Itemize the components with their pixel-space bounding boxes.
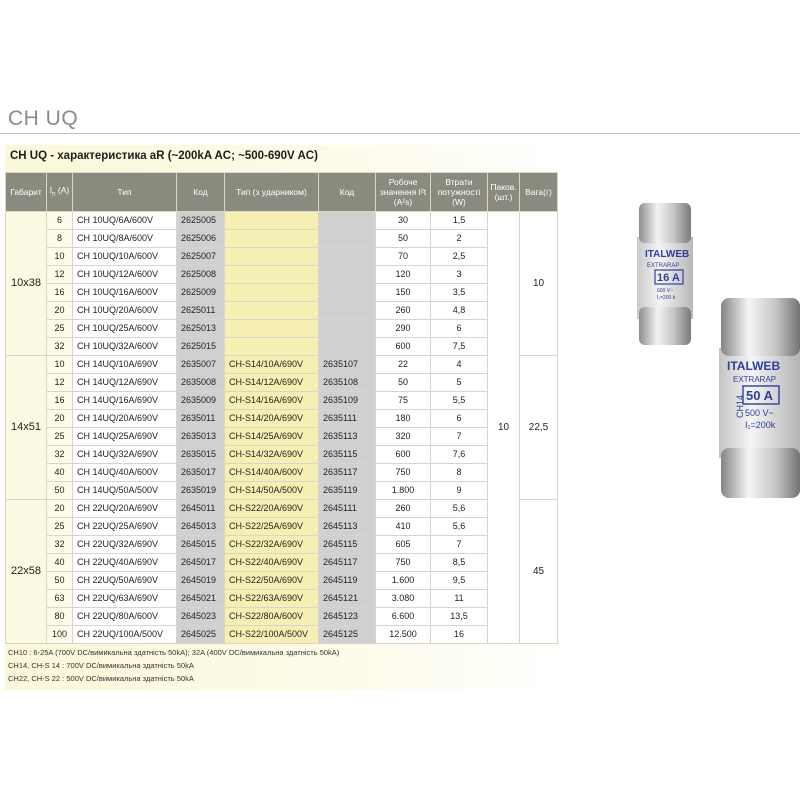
code-cell: 2635008 xyxy=(177,374,225,392)
current-cell: 100 xyxy=(47,626,73,644)
code-cell: 2635013 xyxy=(177,428,225,446)
type-cell: CH 10UQ/8A/600V xyxy=(73,230,177,248)
code-cell: 2625011 xyxy=(177,302,225,320)
i2t-cell: 22 xyxy=(376,356,431,374)
code-cell: 2645019 xyxy=(177,572,225,590)
loss-cell: 9,5 xyxy=(431,572,488,590)
i2t-cell: 1.800 xyxy=(376,482,431,500)
current-cell: 40 xyxy=(47,464,73,482)
code-cell: 2635019 xyxy=(177,482,225,500)
code-cell: 2635009 xyxy=(177,392,225,410)
code-striker-cell: 2635117 xyxy=(319,464,376,482)
type-cell: CH 10UQ/32A/600V xyxy=(73,338,177,356)
type-cell: CH 22UQ/80A/600V xyxy=(73,608,177,626)
loss-cell: 8,5 xyxy=(431,554,488,572)
type-cell: CH 14UQ/40A/600V xyxy=(73,464,177,482)
current-cell: 32 xyxy=(47,446,73,464)
i2t-cell: 75 xyxy=(376,392,431,410)
size-cell: 14x51 xyxy=(6,356,47,500)
current-cell: 20 xyxy=(47,500,73,518)
table-row xyxy=(6,212,558,230)
i2t-cell: 3.080 xyxy=(376,590,431,608)
type-striker-cell: CH-S22/100A/500V xyxy=(225,626,319,644)
weight-cell: 45 xyxy=(520,500,558,644)
code-cell: 2625013 xyxy=(177,320,225,338)
type-striker-cell: CH-S14/50A/500V xyxy=(225,482,319,500)
code-striker-cell xyxy=(319,302,376,320)
pack-cell: 10 xyxy=(488,212,520,644)
i2t-cell: 120 xyxy=(376,266,431,284)
loss-cell: 11 xyxy=(431,590,488,608)
code-striker-cell xyxy=(319,212,376,230)
code-striker-cell: 2645123 xyxy=(319,608,376,626)
loss-cell: 9 xyxy=(431,482,488,500)
current-cell: 25 xyxy=(47,518,73,536)
current-cell: 6 xyxy=(47,212,73,230)
type-cell: CH 22UQ/50A/690V xyxy=(73,572,177,590)
i2t-cell: 750 xyxy=(376,554,431,572)
code-cell: 2645023 xyxy=(177,608,225,626)
i2t-cell: 410 xyxy=(376,518,431,536)
type-cell: CH 22UQ/25A/690V xyxy=(73,518,177,536)
i2t-cell: 50 xyxy=(376,230,431,248)
code-striker-cell xyxy=(319,284,376,302)
code-cell: 2645011 xyxy=(177,500,225,518)
type-cell: CH 22UQ/20A/690V xyxy=(73,500,177,518)
loss-cell: 4 xyxy=(431,356,488,374)
i2t-cell: 50 xyxy=(376,374,431,392)
loss-cell: 13,5 xyxy=(431,608,488,626)
type-cell: CH 22UQ/100A/500V xyxy=(73,626,177,644)
code-cell: 2635015 xyxy=(177,446,225,464)
i2t-cell: 150 xyxy=(376,284,431,302)
code-cell: 2645021 xyxy=(177,590,225,608)
current-cell: 32 xyxy=(47,338,73,356)
i2t-cell: 260 xyxy=(376,302,431,320)
code-striker-cell xyxy=(319,338,376,356)
table-row xyxy=(6,266,558,284)
code-cell: 2625006 xyxy=(177,230,225,248)
table-notes xyxy=(8,646,339,685)
i2t-cell: 6.600 xyxy=(376,608,431,626)
col-code-striker: Код xyxy=(319,173,376,212)
fuse-large-brand: ITALWEB xyxy=(727,359,781,373)
code-striker-cell: 2645125 xyxy=(319,626,376,644)
i2t-cell: 30 xyxy=(376,212,431,230)
table-row xyxy=(6,572,558,590)
fuse-large-rating: 50 A xyxy=(746,388,773,403)
code-striker-cell xyxy=(319,230,376,248)
loss-cell: 2 xyxy=(431,230,488,248)
type-striker-cell: CH-S14/16A/690V xyxy=(225,392,319,410)
current-cell: 80 xyxy=(47,608,73,626)
code-striker-cell xyxy=(319,248,376,266)
code-striker-cell xyxy=(319,266,376,284)
weight-cell: 10 xyxy=(520,212,558,356)
i2t-cell: 12.500 xyxy=(376,626,431,644)
current-cell: 12 xyxy=(47,374,73,392)
note-line: CH10 : 6-25A (700V DC/вимикальна здатність 50kA); 32A (400V DC/вимикальна здатність 50kA) xyxy=(8,648,340,657)
fuse-small-volt: 600 V~ xyxy=(657,288,673,294)
loss-cell: 5 xyxy=(431,374,488,392)
type-cell: CH 10UQ/16A/600V xyxy=(73,284,177,302)
type-cell: CH 10UQ/6A/600V xyxy=(73,212,177,230)
type-striker-cell: CH-S14/25A/690V xyxy=(225,428,319,446)
fuse-small-rating: 16 A xyxy=(657,272,680,284)
type-striker-cell: CH-S22/50A/690V xyxy=(225,572,319,590)
size-cell: 10x38 xyxy=(6,212,47,356)
fuse-small-brand: ITALWEB xyxy=(645,249,690,260)
current-cell: 16 xyxy=(47,284,73,302)
type-striker-cell: CH-S14/20A/690V xyxy=(225,410,319,428)
code-striker-cell: 2645121 xyxy=(319,590,376,608)
col-i2t: Робоче значення I²t (A²s) xyxy=(376,173,431,212)
i2t-cell: 260 xyxy=(376,500,431,518)
type-striker-cell xyxy=(225,248,319,266)
fuse-small-sub: EXTRARAP xyxy=(647,263,680,269)
table-row xyxy=(6,428,558,446)
type-striker-cell: CH-S14/40A/600V xyxy=(225,464,319,482)
code-striker-cell: 2635115 xyxy=(319,446,376,464)
type-striker-cell xyxy=(225,230,319,248)
table-row xyxy=(6,536,558,554)
code-cell: 2625009 xyxy=(177,284,225,302)
i2t-cell: 180 xyxy=(376,410,431,428)
table-header-row xyxy=(6,173,558,212)
table-row xyxy=(6,320,558,338)
table-row xyxy=(6,248,558,266)
code-striker-cell: 2645117 xyxy=(319,554,376,572)
table-row xyxy=(6,608,558,626)
loss-cell: 2,5 xyxy=(431,248,488,266)
loss-cell: 5,6 xyxy=(431,500,488,518)
code-cell: 2645017 xyxy=(177,554,225,572)
table-row xyxy=(6,500,558,518)
loss-cell: 7 xyxy=(431,536,488,554)
type-cell: CH 14UQ/20A/690V xyxy=(73,410,177,428)
code-cell: 2625008 xyxy=(177,266,225,284)
loss-cell: 6 xyxy=(431,410,488,428)
type-cell: CH 22UQ/40A/690V xyxy=(73,554,177,572)
type-cell: CH 10UQ/20A/600V xyxy=(73,302,177,320)
col-pack: Паков. (шт.) xyxy=(488,173,520,212)
table-row xyxy=(6,392,558,410)
loss-cell: 1,5 xyxy=(431,212,488,230)
type-cell: CH 14UQ/50A/500V xyxy=(73,482,177,500)
page-title: CH UQ xyxy=(8,107,79,130)
code-cell: 2625005 xyxy=(177,212,225,230)
code-striker-cell: 2635108 xyxy=(319,374,376,392)
type-striker-cell xyxy=(225,320,319,338)
table-row xyxy=(6,554,558,572)
fuse-large-series: CH14 xyxy=(735,394,745,418)
current-cell: 40 xyxy=(47,554,73,572)
loss-cell: 4,8 xyxy=(431,302,488,320)
fuse-large-image xyxy=(705,290,800,505)
type-striker-cell: CH-S22/32A/690V xyxy=(225,536,319,554)
type-cell: CH 14UQ/12A/690V xyxy=(73,374,177,392)
type-striker-cell xyxy=(225,284,319,302)
type-striker-cell: CH-S14/32A/690V xyxy=(225,446,319,464)
col-type: Тип xyxy=(73,173,177,212)
type-cell: CH 22UQ/32A/690V xyxy=(73,536,177,554)
loss-cell: 5,5 xyxy=(431,392,488,410)
current-cell: 25 xyxy=(47,428,73,446)
code-cell: 2625015 xyxy=(177,338,225,356)
table-row xyxy=(6,230,558,248)
fuse-large-sub: EXTRARAP xyxy=(733,375,777,384)
code-cell: 2645013 xyxy=(177,518,225,536)
fuse-large-break: I₁=200k xyxy=(745,420,776,430)
table-heading: CH UQ - характеристика aR (~200kA AC; ~500-690V AC) xyxy=(10,150,318,162)
code-striker-cell: 2645111 xyxy=(319,500,376,518)
table-row xyxy=(6,518,558,536)
type-cell: CH 14UQ/32A/690V xyxy=(73,446,177,464)
loss-cell: 6 xyxy=(431,320,488,338)
code-striker-cell: 2635109 xyxy=(319,392,376,410)
table-row xyxy=(6,464,558,482)
i2t-cell: 750 xyxy=(376,464,431,482)
type-striker-cell xyxy=(225,338,319,356)
code-cell: 2625007 xyxy=(177,248,225,266)
col-current: $I_n$ (A) xyxy=(47,173,73,212)
i2t-cell: 600 xyxy=(376,338,431,356)
current-cell: 63 xyxy=(47,590,73,608)
i2t-cell: 605 xyxy=(376,536,431,554)
size-cell: 22x58 xyxy=(6,500,47,644)
code-cell: 2635011 xyxy=(177,410,225,428)
code-striker-cell: 2645115 xyxy=(319,536,376,554)
code-striker-cell: 2645113 xyxy=(319,518,376,536)
current-cell: 8 xyxy=(47,230,73,248)
code-striker-cell: 2635111 xyxy=(319,410,376,428)
type-striker-cell xyxy=(225,302,319,320)
type-cell: CH 10UQ/10A/600V xyxy=(73,248,177,266)
code-striker-cell xyxy=(319,320,376,338)
table-row xyxy=(6,446,558,464)
current-cell: 50 xyxy=(47,482,73,500)
type-cell: CH 10UQ/12A/600V xyxy=(73,266,177,284)
table-row xyxy=(6,626,558,644)
loss-cell: 16 xyxy=(431,626,488,644)
current-cell: 25 xyxy=(47,320,73,338)
type-cell: CH 14UQ/10A/690V xyxy=(73,356,177,374)
current-cell: 20 xyxy=(47,302,73,320)
table-row xyxy=(6,410,558,428)
type-striker-cell: CH-S22/80A/600V xyxy=(225,608,319,626)
col-type-striker: Тип (з ударником) xyxy=(225,173,319,212)
code-cell: 2645015 xyxy=(177,536,225,554)
table-row xyxy=(6,374,558,392)
i2t-cell: 1.600 xyxy=(376,572,431,590)
current-cell: 20 xyxy=(47,410,73,428)
type-striker-cell: CH-S22/40A/690V xyxy=(225,554,319,572)
type-striker-cell xyxy=(225,212,319,230)
type-cell: CH 22UQ/63A/690V xyxy=(73,590,177,608)
fuse-spec-table xyxy=(5,172,558,644)
note-line: CH14, CH-S 14 : 700V DC/вимикальна здатність 50kA xyxy=(8,661,194,670)
type-striker-cell: CH-S22/20A/690V xyxy=(225,500,319,518)
title-divider xyxy=(0,133,800,134)
current-cell: 10 xyxy=(47,248,73,266)
code-cell: 2635017 xyxy=(177,464,225,482)
type-striker-cell: CH-S14/12A/690V xyxy=(225,374,319,392)
col-size: Габарит xyxy=(6,173,47,212)
current-cell: 16 xyxy=(47,392,73,410)
table-row xyxy=(6,482,558,500)
current-cell: 12 xyxy=(47,266,73,284)
table-row xyxy=(6,302,558,320)
i2t-cell: 320 xyxy=(376,428,431,446)
table-row xyxy=(6,338,558,356)
fuse-small-image xyxy=(625,195,705,355)
code-striker-cell: 2645119 xyxy=(319,572,376,590)
i2t-cell: 290 xyxy=(376,320,431,338)
code-cell: 2635007 xyxy=(177,356,225,374)
loss-cell: 7,5 xyxy=(431,338,488,356)
table-row xyxy=(6,356,558,374)
loss-cell: 5,6 xyxy=(431,518,488,536)
loss-cell: 3,5 xyxy=(431,284,488,302)
i2t-cell: 600 xyxy=(376,446,431,464)
col-loss: Втрати потужності (W) xyxy=(431,173,488,212)
current-cell: 32 xyxy=(47,536,73,554)
loss-cell: 7 xyxy=(431,428,488,446)
weight-cell: 22,5 xyxy=(520,356,558,500)
i2t-cell: 70 xyxy=(376,248,431,266)
note-line: CH22, CH-S 22 : 500V DC/вимикальна здатність 50kA xyxy=(8,674,194,683)
code-striker-cell: 2635113 xyxy=(319,428,376,446)
fuse-small-break: I₁=200 k xyxy=(657,295,676,301)
type-striker-cell: CH-S14/10A/690V xyxy=(225,356,319,374)
table-row xyxy=(6,590,558,608)
loss-cell: 8 xyxy=(431,464,488,482)
current-cell: 10 xyxy=(47,356,73,374)
fuse-large-volt: 500 V~ xyxy=(745,408,774,418)
current-cell: 50 xyxy=(47,572,73,590)
code-striker-cell: 2635107 xyxy=(319,356,376,374)
code-cell: 2645025 xyxy=(177,626,225,644)
code-striker-cell: 2635119 xyxy=(319,482,376,500)
col-weight: Вага(г) xyxy=(520,173,558,212)
loss-cell: 3 xyxy=(431,266,488,284)
type-striker-cell: CH-S22/63A/690V xyxy=(225,590,319,608)
table-row xyxy=(6,284,558,302)
type-cell: CH 10UQ/25A/600V xyxy=(73,320,177,338)
type-cell: CH 14UQ/25A/690V xyxy=(73,428,177,446)
type-cell: CH 14UQ/16A/690V xyxy=(73,392,177,410)
loss-cell: 7,6 xyxy=(431,446,488,464)
col-code: Код xyxy=(177,173,225,212)
type-striker-cell: CH-S22/25A/690V xyxy=(225,518,319,536)
type-striker-cell xyxy=(225,266,319,284)
